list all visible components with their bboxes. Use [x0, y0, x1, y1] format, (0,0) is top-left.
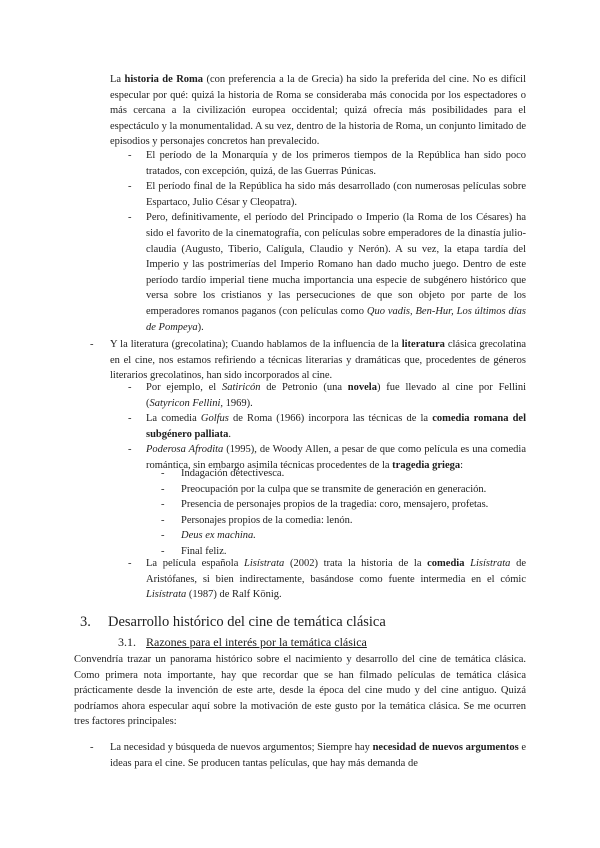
list-item: - La necesidad y búsqueda de nuevos argumentos; Siempre hay necesidad de nuevos argumentos e ideas para el cine. Se producen tantas películas, que hay más demanda de — [90, 742, 527, 769]
factors-list — [90, 740, 527, 771]
section-3-1-body: Convendría trazar un panorama histórico sobre el nacimiento y desarrollo del cine de temática clásica. Como primera nota importante, hay que recordar que se han filmado películas de temática clásica prácticamente desde la invención de este arte, desde la época del cine mudo y del cine antiguo. Quizá podríamos ahora especular aquí sobre la motivación de este gusto por la temática clásica. Se me ocurren tres factores principales: — [74, 654, 526, 728]
list-item: - Por ejemplo, el Satiricón de Petronio (una novela) fue llevado al cine por Fellini (Satyricon Fellini, 1969). — [128, 382, 526, 409]
dash-bullet: - — [161, 468, 165, 479]
section-title: Razones para el interés por la temática clásica — [146, 635, 367, 649]
list-item: - Presencia de personajes propios de la tragedia: coro, mensajero, profetas. — [181, 497, 526, 513]
list-item: - Preocupación por la culpa que se transmite de generación en generación. — [181, 482, 526, 498]
roma-periods-list — [128, 148, 526, 335]
list-item: - Deus ex machina. — [181, 528, 526, 544]
dash-bullet: - — [161, 499, 165, 511]
dash-bullet: - — [128, 181, 132, 193]
section-number: 3. — [80, 614, 91, 630]
dash-bullet: - — [128, 558, 132, 569]
list-item: - El período de la Monarquía y de los primeros tiempos de la República han sido poco tratados, con excepción, quizá, de las Guerras Púnicas. — [128, 150, 526, 177]
literatura-item: - Y la literatura (grecolatina); Cuando hablamos de la influencia de la literatura clásica grecolatina en el cine, nos estamos refiriendo a técnicas literarias y dramáticas que, procedentes de géneros literarios grecolatinos, han sido incorporados al cine. — [90, 339, 527, 382]
dash-bullet: - — [161, 530, 165, 542]
list-item: - Pero, definitivamente, el período del Principado o Imperio (la Roma de los Césares) ha sido el favorito de la cinematografía, con películas sobre emperadores de la dinastía julio-claudia (Augusto, Tiberio, Calígula, Claudio y Nerón). A su vez, la etapa tardía del Imperio y las postrimerías del Imperio Romano han dado mucho juego. Dentro de este período tardío imperial tiene mucha importancia una especie de subgénero histórico que versa sobre los cristianos y las persecuciones de que son objeto por parte de los emperadores romanos paganos (con películas como Quo vadis, Ben-Hur, Los últimos días de Pompeya). — [128, 212, 526, 333]
literatura-examples-list — [128, 380, 526, 474]
list-item: - Final feliz. — [181, 544, 526, 560]
dash-bullet: - — [161, 514, 165, 526]
dash-bullet: - — [128, 150, 132, 161]
dash-bullet: - — [161, 483, 165, 495]
dash-bullet: - — [128, 212, 132, 224]
dash-bullet: - — [90, 742, 94, 753]
tragedia-techniques-list — [161, 466, 526, 560]
list-item: - Personajes propios de la comedia: lenón. — [181, 513, 526, 529]
list-item: - El período final de la República ha sido más desarrollado (con numerosas películas sobre Espartaco, Julio César y Cleopatra). — [128, 181, 526, 208]
dash-bullet: - — [161, 545, 165, 557]
dash-bullet: - — [128, 444, 132, 456]
list-item: - La película española Lisístrata (2002) trata la historia de la comedia Lisístrata de Aristófanes, si bien indirectamente, basándose como fuente intermedia en el cómic Lisístrata (1987) de Ralf König. — [128, 558, 526, 601]
list-item: - Poderosa Afrodita (1995), de Woody Allen, a pesar de que como película es una comedia romántica, sin embargo asimila técnicas procedentes de la tragedia griega: — [128, 444, 526, 471]
list-item: - La comedia Golfus de Roma (1966) incorpora las técnicas de la comedia romana del subgénero palliata. — [128, 413, 526, 440]
section-title: Desarrollo histórico del cine de temática clásica — [108, 614, 386, 630]
section-3-heading — [80, 612, 386, 632]
section-3-1-heading — [118, 634, 367, 651]
lisistrata-item — [128, 556, 526, 603]
bold-historia-de-roma: historia de Roma — [124, 74, 204, 85]
section-number: 3.1. — [118, 635, 136, 649]
intro-paragraph: La historia de Roma (con preferencia a la de Grecia) ha sido la preferida del cine. No es difícil especular por qué: quizá la historia de Roma se consideraba más conocida por los espectadores o más cercana a la civilización europea occidental; quizá ofrecía más posibilidades para el espectáculo y la monumentalidad. A su vez, dentro de la historia de Roma, un conjunto limitado de episodios y personajes concretos han prevalecido. — [110, 74, 527, 148]
list-item: - Indagación detectivesca. — [181, 466, 526, 482]
dash-bullet: - — [128, 382, 132, 393]
dash-bullet: - — [90, 339, 94, 350]
dash-bullet: - — [128, 413, 132, 425]
